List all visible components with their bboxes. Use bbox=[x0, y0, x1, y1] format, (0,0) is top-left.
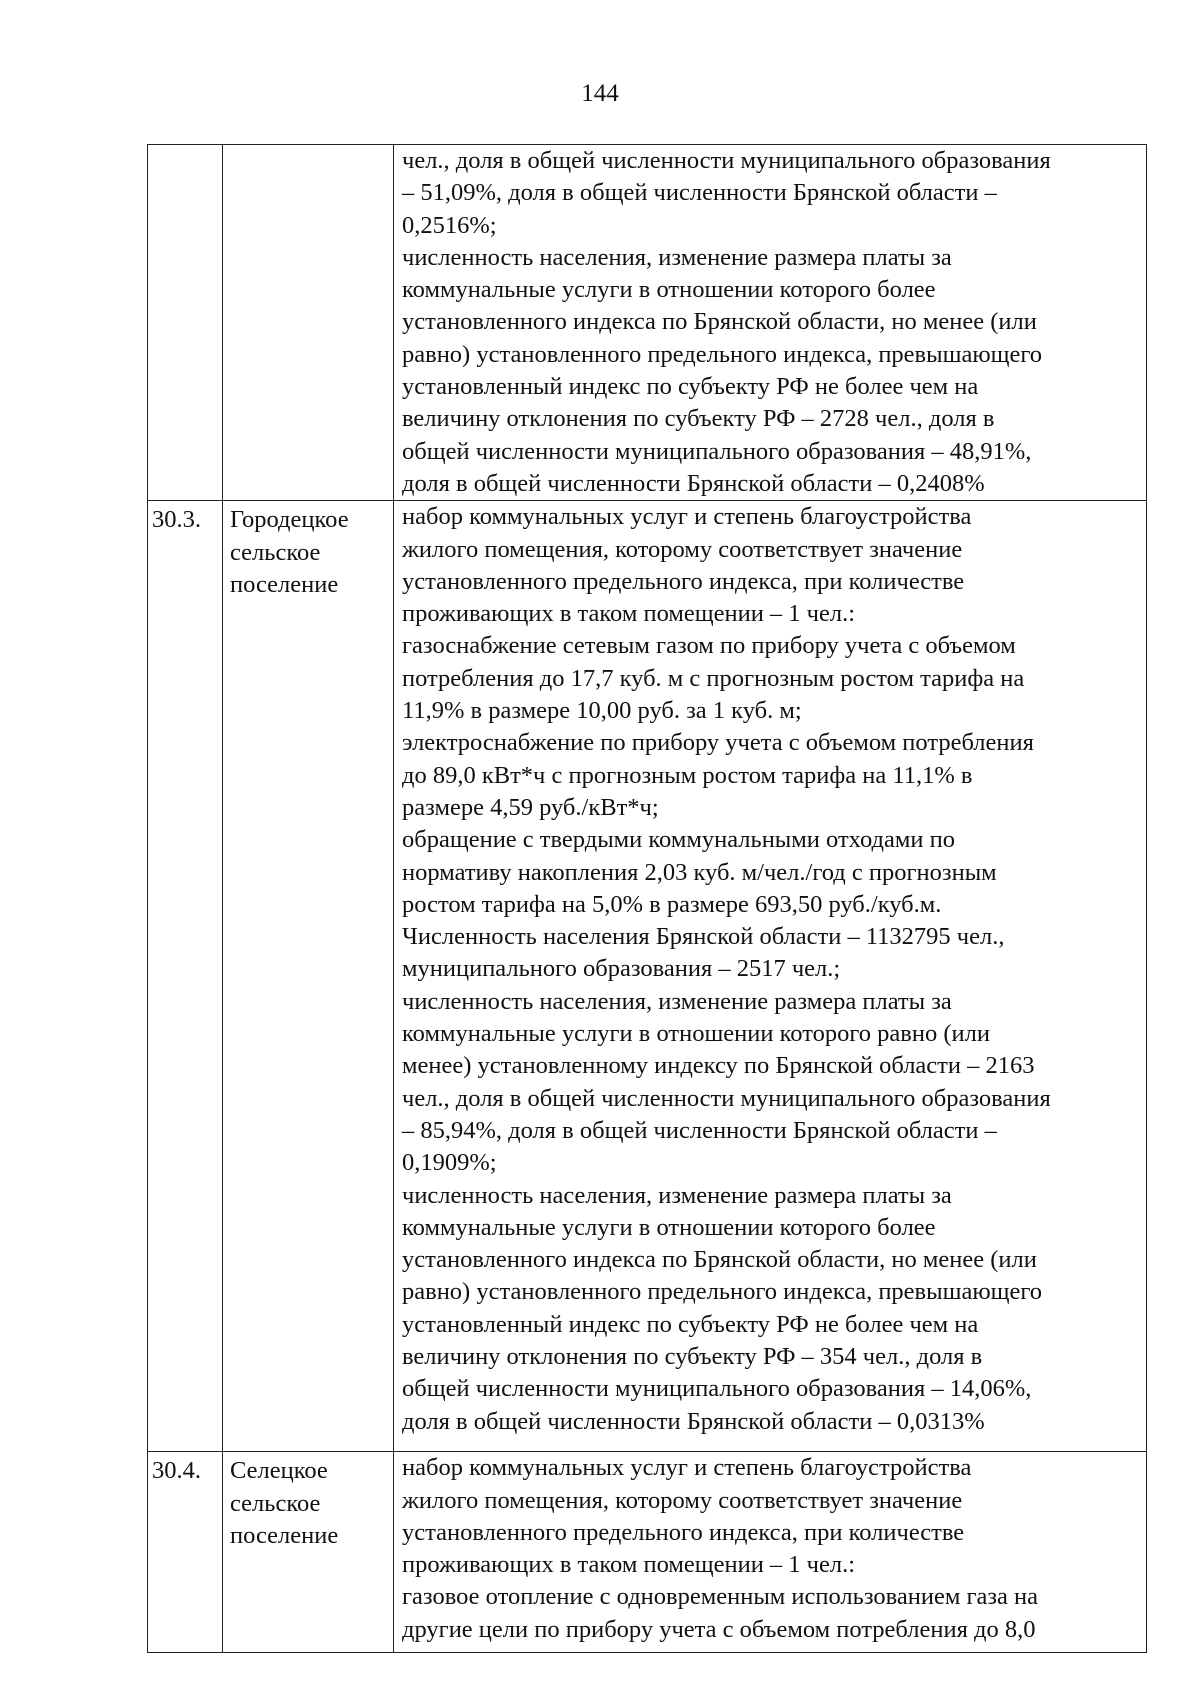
description-line: общей численности муниципального образования – 48,91%, bbox=[402, 437, 1032, 465]
description-line: потребления до 17,7 куб. м с прогнозным ростом тарифа на bbox=[402, 664, 1025, 692]
description-line: величину отклонения по субъекту РФ – 354 чел., доля в bbox=[402, 1342, 983, 1370]
description-line: коммунальные услуги в отношении которого более bbox=[402, 1213, 936, 1241]
description-line: – 85,94%, доля в общей численности Брянской области – bbox=[402, 1116, 997, 1144]
row-number-cell bbox=[148, 501, 223, 1452]
table-body bbox=[148, 145, 1147, 1653]
description-line: коммунальные услуги в отношении которого более bbox=[402, 276, 936, 304]
row-number-cell bbox=[148, 145, 223, 501]
description-cell bbox=[394, 145, 1147, 501]
description-line: менее) установленному индексу по Брянской области – 2163 bbox=[402, 1052, 1035, 1080]
row-number bbox=[148, 145, 222, 148]
row-number: 30.3. bbox=[152, 506, 201, 534]
description-line: набор коммунальных услуг и степень благоустройства bbox=[402, 503, 972, 531]
description-line: доля в общей численности Брянской области – 0,0313% bbox=[402, 1407, 985, 1435]
description-line: набор коммунальных услуг и степень благоустройства bbox=[402, 1454, 972, 1482]
indices-table bbox=[147, 144, 1147, 1653]
description-line: установленный индекс по субъекту РФ не более чем на bbox=[402, 373, 979, 401]
description-line: установленный индекс по субъекту РФ не более чем на bbox=[402, 1310, 979, 1338]
description-line: численность населения, изменение размера платы за bbox=[402, 987, 952, 1015]
description-line: жилого помещения, которому соответствует значение bbox=[402, 535, 963, 563]
description-line: газовое отопление с одновременным использованием газа на bbox=[402, 1583, 1039, 1611]
table-row bbox=[148, 145, 1147, 501]
description-line: установленного предельного индекса, при количестве bbox=[402, 567, 965, 595]
municipality-name-line: Селецкое bbox=[230, 1457, 328, 1485]
description-line: чел., доля в общей численности муниципального образования bbox=[402, 147, 1051, 174]
table-row bbox=[148, 501, 1147, 1452]
description-line: 0,1909%; bbox=[402, 1149, 497, 1177]
description-line: доля в общей численности Брянской области – 0,2408% bbox=[402, 469, 985, 497]
description-line: до 89,0 кВт*ч с прогнозным ростом тарифа на 11,1% в bbox=[402, 761, 973, 789]
municipality-name-line: сельское bbox=[230, 1489, 321, 1517]
description-line: установленного индекса по Брянской области, но менее (или bbox=[402, 308, 1037, 336]
description-line: величину отклонения по субъекту РФ – 2728 чел., доля в bbox=[402, 405, 995, 433]
description-line: электроснабжение по прибору учета с объемом потребления bbox=[402, 729, 1034, 757]
description-line: другие цели по прибору учета с объемом потребления до 8,0 bbox=[402, 1615, 1036, 1643]
description-line: численность населения, изменение размера платы за bbox=[402, 243, 952, 271]
row-number: 30.4. bbox=[152, 1457, 201, 1485]
table-row bbox=[148, 1452, 1147, 1653]
municipality-name-line: Городецкое bbox=[230, 506, 349, 534]
description-cell bbox=[394, 501, 1147, 1452]
description-line: ростом тарифа на 5,0% в размере 693,50 руб./куб.м. bbox=[402, 890, 942, 918]
description-line: нормативу накопления 2,03 куб. м/чел./год с прогнозным bbox=[402, 858, 997, 886]
description-line: Численность населения Брянской области – 1132795 чел., bbox=[402, 923, 1005, 951]
description-line: равно) установленного предельного индекса, превышающего bbox=[402, 340, 1043, 368]
description-line: проживающих в таком помещении – 1 чел.: bbox=[402, 600, 856, 628]
description-line: газоснабжение сетевым газом по прибору учета с объемом bbox=[402, 632, 1016, 660]
description-line: установленного предельного индекса, при количестве bbox=[402, 1518, 965, 1546]
municipality-name-line: поселение bbox=[230, 570, 339, 598]
description-line: 0,2516%; bbox=[402, 211, 497, 239]
description-line: муниципального образования – 2517 чел.; bbox=[402, 955, 841, 983]
description-line: 11,9% в размере 10,00 руб. за 1 куб. м; bbox=[402, 697, 802, 725]
municipality-name-line: поселение bbox=[230, 1521, 339, 1549]
municipality-name-cell bbox=[223, 501, 394, 1452]
row-number-cell bbox=[148, 1452, 223, 1653]
description-line: общей численности муниципального образования – 14,06%, bbox=[402, 1375, 1032, 1403]
description-line: – 51,09%, доля в общей численности Брянской области – bbox=[402, 179, 997, 207]
description-line: жилого помещения, которому соответствует значение bbox=[402, 1486, 963, 1514]
description-line: численность населения, изменение размера платы за bbox=[402, 1181, 952, 1209]
description-line: коммунальные услуги в отношении которого равно (или bbox=[402, 1020, 990, 1048]
description-line: обращение с твердыми коммунальными отходами по bbox=[402, 826, 955, 854]
description-line: чел., доля в общей численности муниципального образования bbox=[402, 1084, 1051, 1112]
description-line: размере 4,59 руб./кВт*ч; bbox=[402, 793, 659, 821]
description-line: установленного индекса по Брянской области, но менее (или bbox=[402, 1246, 1037, 1274]
description-line: проживающих в таком помещении – 1 чел.: bbox=[402, 1551, 856, 1579]
municipality-name-cell bbox=[223, 145, 394, 501]
description-line: равно) установленного предельного индекса, превышающего bbox=[402, 1278, 1043, 1306]
description-cell bbox=[394, 1452, 1147, 1653]
page-number: 144 bbox=[581, 80, 619, 107]
municipality-name-cell bbox=[223, 1452, 394, 1653]
municipality-name-line: сельское bbox=[230, 538, 321, 566]
